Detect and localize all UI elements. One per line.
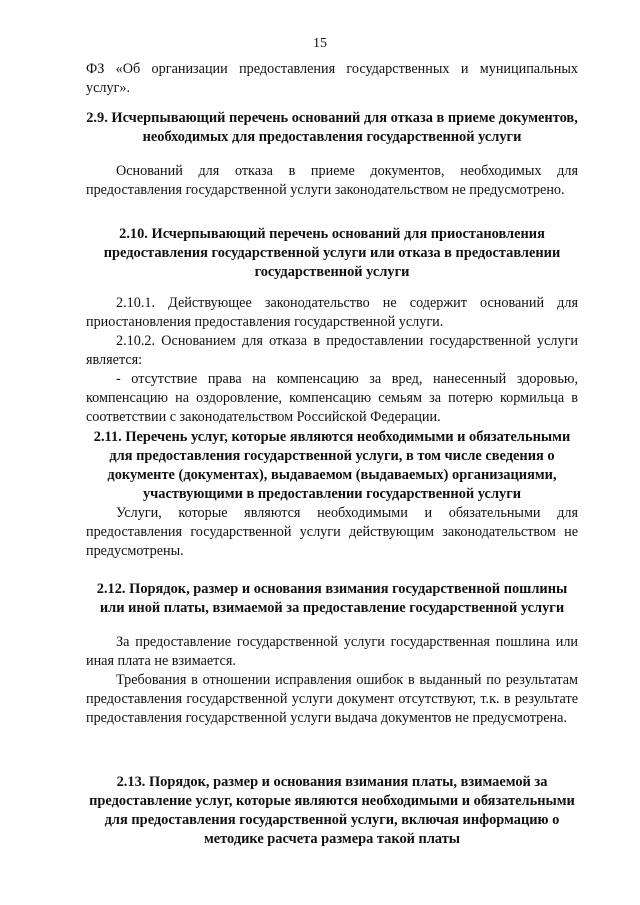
section-2-10: [86, 225, 578, 427]
section-paragraph: 2.10.2. Основанием для отказа в предоставлении государственной услуги является:: [86, 333, 578, 368]
section-heading: 2.12. Порядок, размер и основания взимания государственной пошлины или иной платы, взимаемой за предоставление государственной услуги: [96, 581, 568, 616]
section-2-13: [86, 773, 578, 849]
section-heading: 2.11. Перечень услуг, которые являются необходимыми и обязательными для предоставления государственной услуги, в том числе сведения о документе (документах), выдаваемом (выдаваемых) организациями, участвующими в предоставлении государственной услуги: [93, 429, 571, 502]
section-paragraph: - отсутствие права на компенсацию за вред, нанесенный здоровью, компенсацию на оздоровление, компенсацию семьям за потерю кормильца в соответствии с законодательством Российской Федерации.: [86, 371, 578, 425]
intro-block: [86, 60, 578, 98]
section-paragraph: Требования в отношении исправления ошибок в выданный по результатам предоставления государственной услуги документ отсутствуют, т.к. в результате предоставления государственной услуги выдача документов не предусмотрена.: [86, 672, 578, 726]
section-heading: 2.9. Исчерпывающий перечень оснований для отказа в приеме документов, необходимых для предоставления государственной услуги: [86, 110, 578, 145]
section-paragraph: За предоставление государственной услуги государственная пошлина или иная плата не взимается.: [86, 634, 578, 669]
page-number: 15: [313, 36, 327, 51]
section-paragraph: 2.10.1. Действующее законодательство не содержит оснований для приостановления предоставления государственной услуги.: [86, 295, 578, 330]
section-paragraph: Оснований для отказа в приеме документов, необходимых для предоставления государственной услуги законодательством не предусмотрено.: [86, 163, 578, 198]
intro-paragraph: ФЗ «Об организации предоставления государственных и муниципальных услуг».: [86, 61, 578, 96]
section-heading: 2.10. Исчерпывающий перечень оснований для приостановления предоставления государственной услуги или отказа в предоставлении государственной услуги: [103, 226, 561, 280]
section-2-11: [86, 428, 578, 561]
section-paragraph: Услуги, которые являются необходимыми и обязательными для предоставления государственной услуги действующим законодательством не предусмотрены.: [86, 505, 578, 559]
section-heading: 2.13. Порядок, размер и основания взимания платы, взимаемой за предоставление услуг, которые являются необходимыми и обязательными для предоставления государственной услуги, включая информацию о методике расчета размера такой платы: [89, 774, 575, 847]
section-2-9: [86, 109, 578, 200]
section-2-12: [86, 580, 578, 728]
